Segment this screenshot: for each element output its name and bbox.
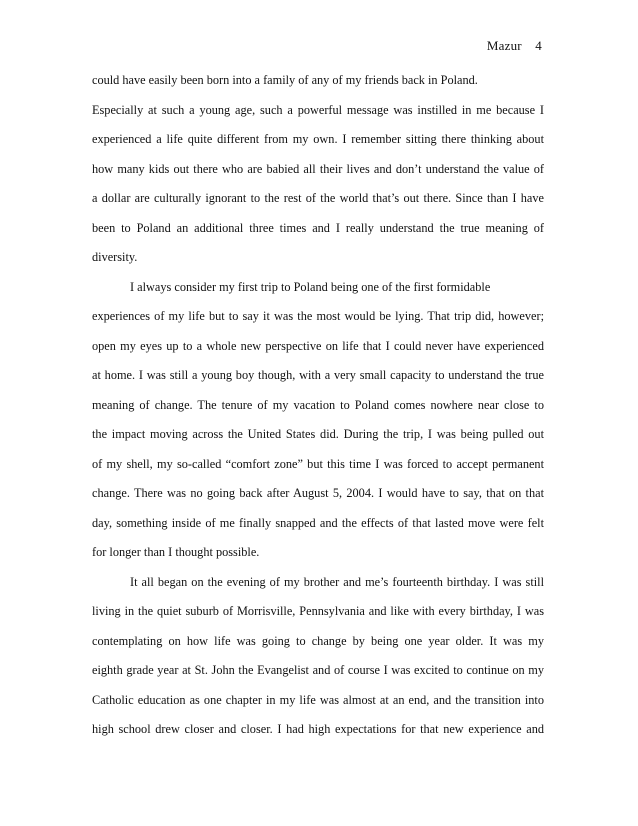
text-line: been to Poland an additional three times and I really understand the true meaning of [92,220,544,235]
text-line: eighth grade year at St. John the Evangelist and of course I was excited to continue on my [92,663,544,677]
text-line: a dollar are culturally ignorant to the rest of the world that’s out there. Since than I have [92,191,544,205]
text-line: of my shell, my so-called “comfort zone” but this time I was forced to accept permanent [92,456,544,471]
text-line-indented: It all began on the evening of my brother and me’s fourteenth birthday. I was still [130,574,544,589]
author-name: Mazur [486,38,522,53]
text-line: open my eyes up to a whole new perspective on life that I could never have experienced [92,338,544,353]
text-line: experiences of my life but to say it was the most would be lying. That trip did, however; [92,309,544,323]
text-line: Catholic education as one chapter in my life was almost at an end, and the transition into [92,692,544,707]
running-header [487,38,542,54]
text-line: could have easily been born into a family of any of my friends back in Poland. [92,73,478,87]
text-line: at home. I was still a young boy though, with a very small capacity to understand the true [92,368,544,382]
text-line: the impact moving across the United States did. During the trip, I was being pulled out [92,427,544,441]
text-line: living in the quiet suburb of Morrisville, Pennsylvania and like with every birthday, I was [92,604,544,618]
body-text [92,70,544,749]
text-line: contemplating on how life was going to change by being one year older. It was my [92,633,544,648]
text-line: diversity. [92,250,138,264]
text-line: day, something inside of me finally snapped and the effects of that lasted move were felt [92,515,544,530]
text-line-indented: I always consider my first trip to Poland being one of the first formidable [130,279,491,294]
text-line: for longer than I thought possible. [92,545,260,559]
text-line: how many kids out there who are babied all their lives and don’t understand the value of [92,161,544,176]
text-line: meaning of change. The tenure of my vacation to Poland comes nowhere near close to [92,397,544,412]
text-line: Especially at such a young age, such a powerful message was instilled in me because I [92,102,544,117]
text-line: change. There was no going back after August 5, 2004. I would have to say, that on that [92,486,544,500]
text-line: high school drew closer and closer. I had high expectations for that new experience and [92,722,544,736]
text-line: experienced a life quite different from my own. I remember sitting there thinking about [92,132,544,146]
page-number: 4 [535,38,542,53]
